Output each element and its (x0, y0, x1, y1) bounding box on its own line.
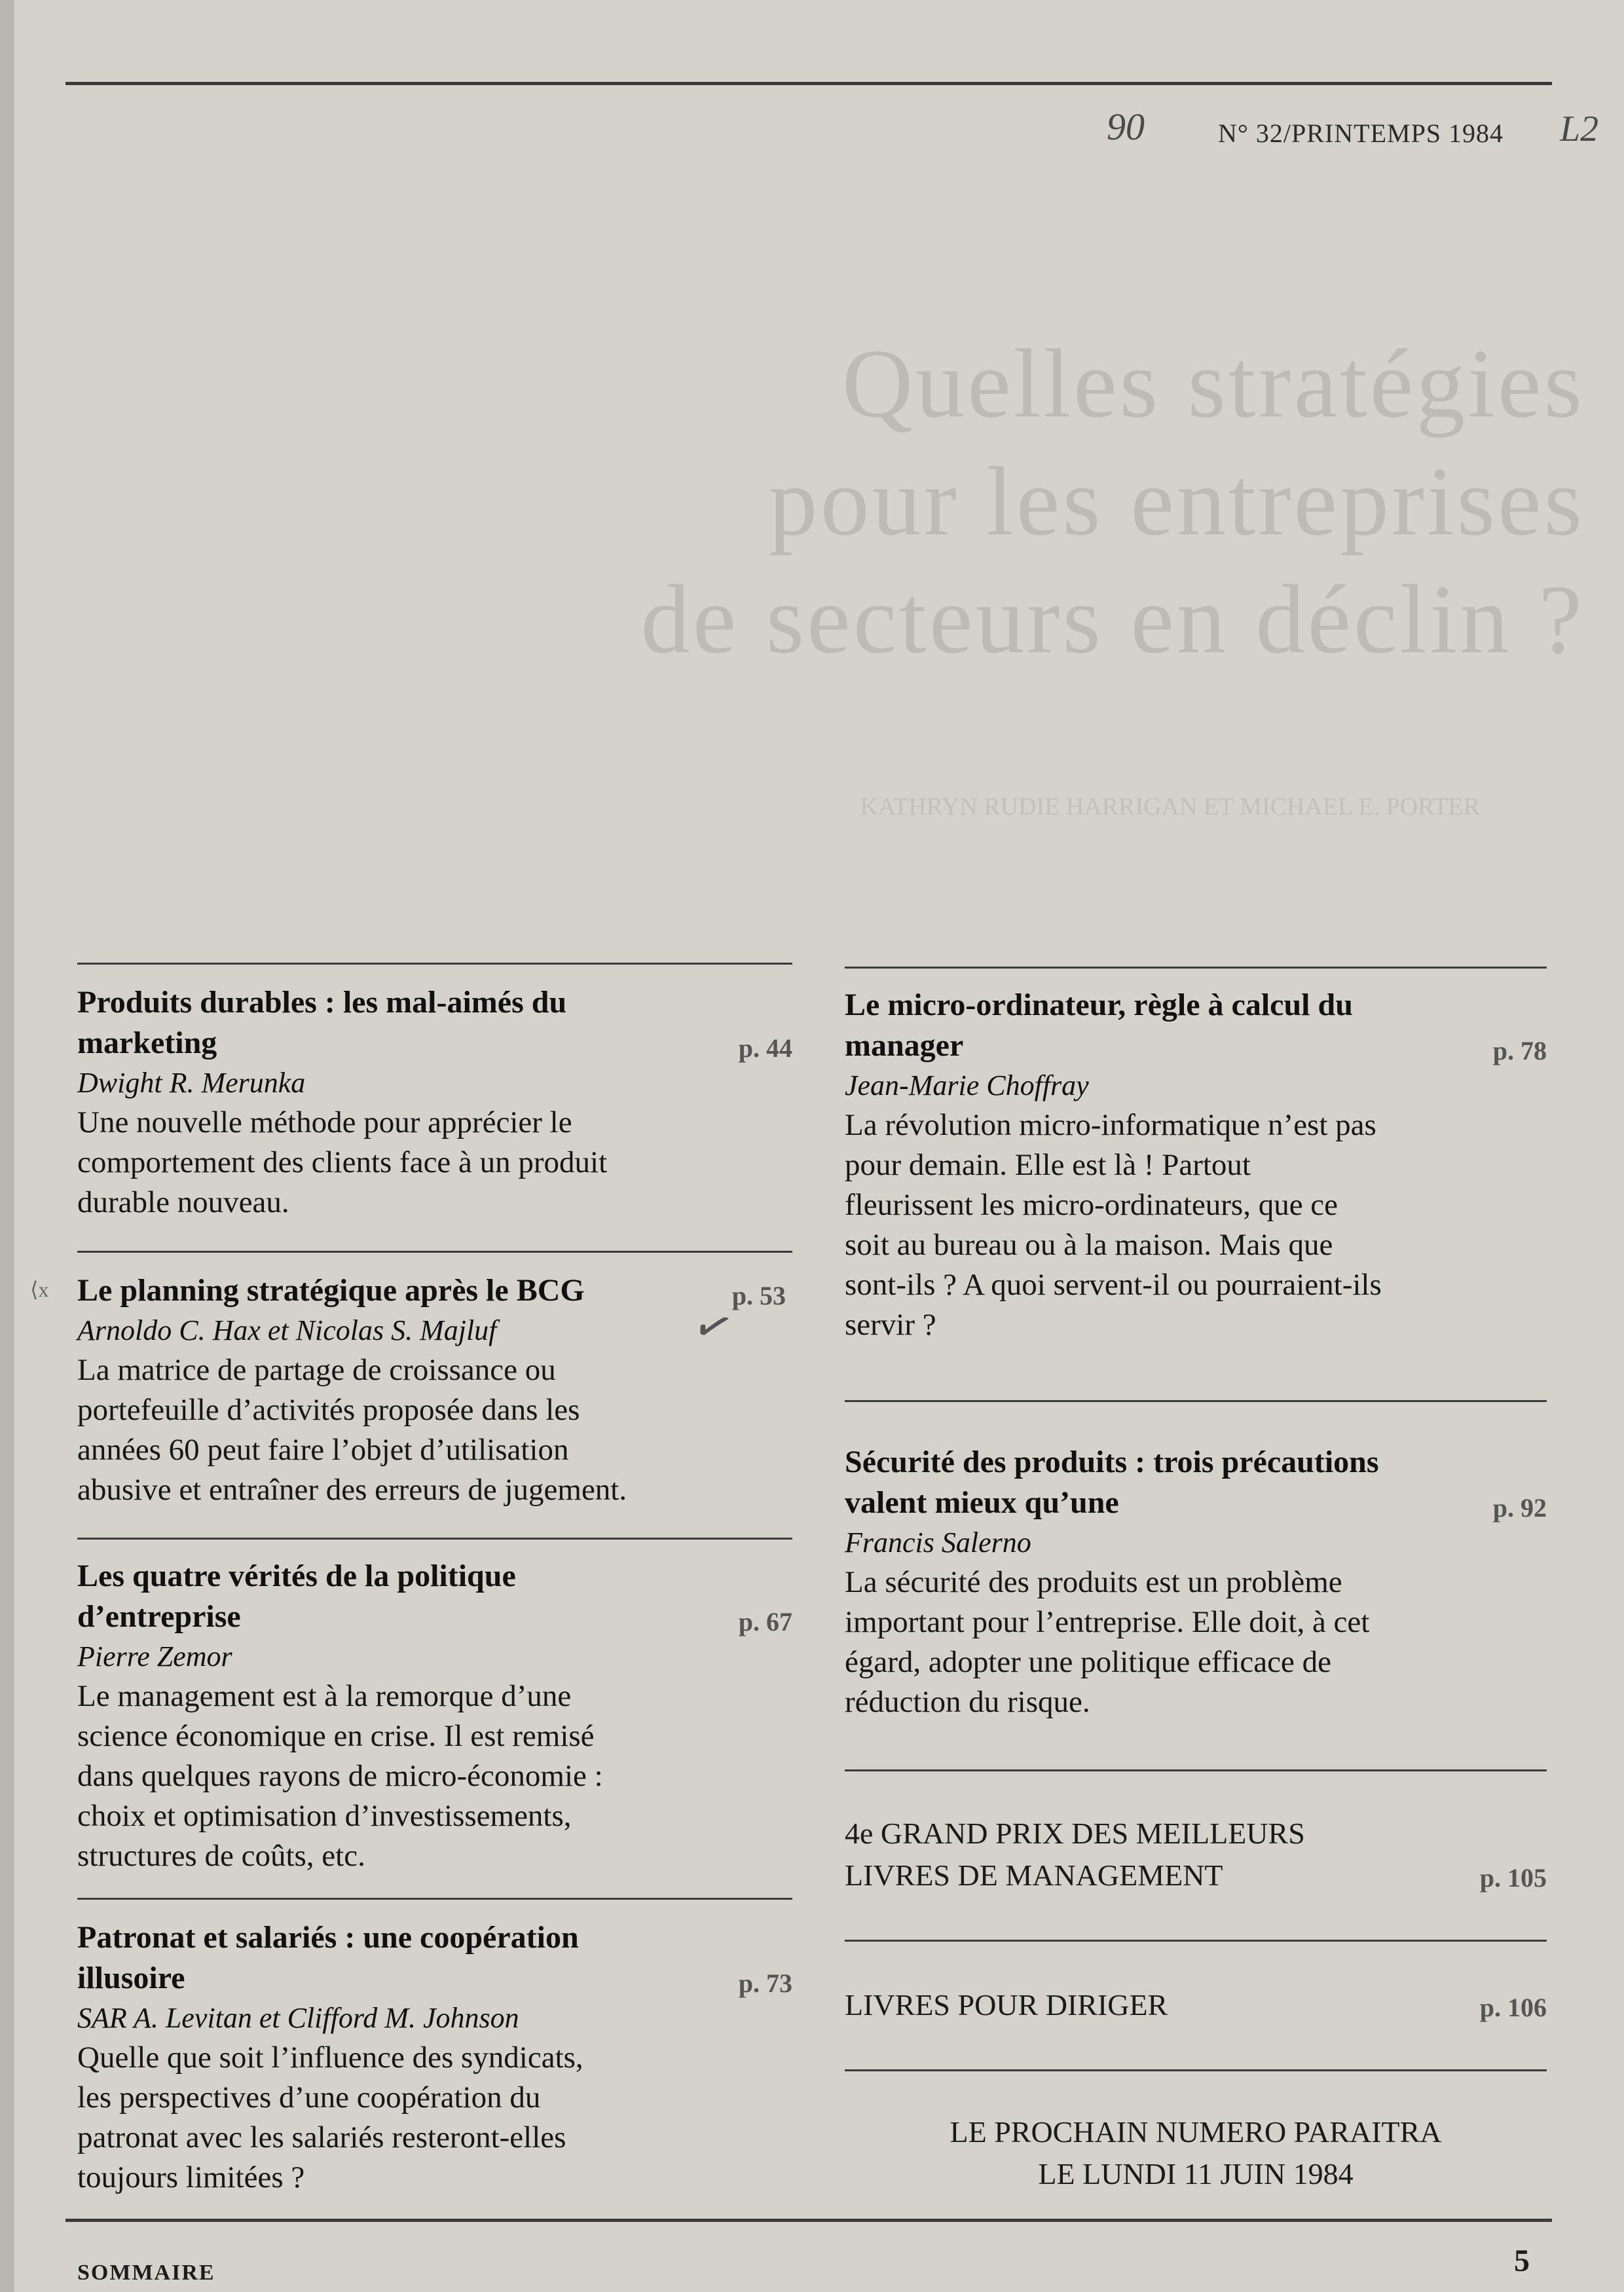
entry-author: Dwight R. Merunka (77, 1067, 306, 1099)
entry-page: p. 92 (1492, 1493, 1547, 1523)
entry-desc-line: choix et optimisation d’investissements, (77, 1799, 572, 1833)
ghost-title-line-1: Quelles stratégies (841, 329, 1585, 438)
entry-desc-line: Le management est à la remorque d’une (77, 1679, 572, 1713)
entry-title: Sécurité des produits : trois précautions (845, 1445, 1379, 1479)
margin-mark-x: ⟨x (30, 1278, 49, 1301)
ghost-title-line-3: de secteurs en déclin ? (640, 565, 1585, 674)
entry-desc-line: années 60 peut faire l’objet d’utilisation (77, 1433, 569, 1467)
entry-title: Les quatre vérités de la politique (77, 1559, 516, 1593)
entry-title: Patronat et salariés : une coopération (77, 1920, 579, 1955)
entry-desc-line: les perspectives d’une coopération du (77, 2080, 541, 2115)
handwritten-note-left: 90 (1107, 105, 1145, 148)
footer-section-label: SOMMAIRE (77, 2261, 215, 2285)
toc-entry-livres-pour-diriger[interactable] (845, 1984, 1547, 2026)
toc-entry-quatre-verites[interactable] (77, 1556, 792, 1876)
entry-desc-line: La révolution micro-informatique n’est pas (845, 1108, 1376, 1142)
entry-desc-line: important pour l’entreprise. Elle doit, à cet (845, 1605, 1370, 1639)
next-issue-line-1: LE PROCHAIN NUMERO PARAITRA (950, 2115, 1442, 2149)
entry-page: p. 44 (738, 1033, 792, 1063)
toc-entry-grand-prix[interactable] (845, 1813, 1547, 1896)
entry-title-cont: manager (845, 1028, 964, 1063)
toc-entry-micro-ordinateur[interactable] (845, 985, 1547, 1345)
entry-desc-line: patronat avec les salariés resteront-elles (77, 2120, 566, 2154)
left-divider-2 (77, 1251, 792, 1253)
entry-page: p. 53 (731, 1281, 786, 1310)
right-divider-5 (845, 2069, 1547, 2071)
entry-desc-line: science économique en crise. Il est remisé (77, 1719, 595, 1753)
entry-title: Produits durables : les mal-aimés du (77, 985, 567, 1020)
entry-page: p. 106 (1479, 1993, 1547, 2022)
entry-author: SAR A. Levitan et Clifford M. Johnson (77, 2002, 519, 2034)
entry-desc-line: abusive et entraîner des erreurs de jugement. (77, 1473, 627, 1507)
toc-entry-planning-strategique[interactable] (77, 1270, 792, 1510)
entry-page: p. 105 (1479, 1863, 1547, 1893)
entry-title: Le micro-ordinateur, règle à calcul du (845, 988, 1353, 1022)
entry-author: Francis Salerno (845, 1526, 1031, 1559)
right-divider-3 (845, 1769, 1547, 1771)
entry-title-cont: valent mieux qu’une (845, 1485, 1119, 1520)
entry-desc-line: comportement des clients face à un produit (77, 1145, 608, 1179)
entry-page: p. 78 (1492, 1036, 1547, 1065)
entry-page: p. 67 (738, 1607, 792, 1636)
top-rule (65, 82, 1552, 85)
entry-title-cont: d’entreprise (77, 1599, 241, 1634)
entry-desc-line: La matrice de partage de croissance ou (77, 1353, 556, 1387)
bottom-rule (65, 2219, 1552, 2222)
next-issue-line-2: LE LUNDI 11 JUIN 1984 (1038, 2157, 1354, 2190)
toc-entry-produits-durables[interactable] (77, 982, 792, 1223)
entry-desc-line: structures de coûts, etc. (77, 1839, 365, 1873)
grand-prix-line-2: LIVRES DE MANAGEMENT (845, 1858, 1223, 1892)
page-edge (0, 0, 14, 2292)
ghost-byline: KATHRYN RUDIE HARRIGAN ET MICHAEL E. PORTER (860, 793, 1480, 821)
entry-title-cont: marketing (77, 1026, 217, 1060)
entry-desc-line: pour demain. Elle est là ! Partout (845, 1148, 1251, 1182)
entry-desc-line: servir ? (845, 1308, 936, 1342)
left-divider-1 (77, 963, 792, 965)
page-number: 5 (1514, 2244, 1530, 2278)
entry-desc-line: toujours limitées ? (77, 2160, 305, 2194)
entry-desc-line: réduction du risque. (845, 1685, 1090, 1719)
entry-desc-line: La sécurité des produits est un problème (845, 1565, 1342, 1599)
left-divider-4 (77, 1898, 792, 1900)
entry-page: p. 73 (738, 1969, 792, 1998)
right-divider-4 (845, 1940, 1547, 1942)
handwritten-note-right: L2 (1560, 109, 1599, 149)
entry-desc-line: fleurissent les micro-ordinateurs, que ce (845, 1188, 1338, 1222)
entry-desc-line: sont-ils ? A quoi servent-il ou pourraient-ils (845, 1268, 1382, 1302)
toc-entry-securite-produits[interactable] (845, 1442, 1547, 1722)
grand-prix-line-1: 4e GRAND PRIX DES MEILLEURS (845, 1817, 1305, 1850)
entry-desc-line: Une nouvelle méthode pour apprécier le (77, 1105, 572, 1139)
next-issue-notice (845, 2111, 1547, 2195)
entry-author: Arnoldo C. Hax et Nicolas S. Majluf (77, 1314, 497, 1346)
left-divider-3 (77, 1538, 792, 1540)
ghost-title-line-2: pour les entreprises (768, 447, 1585, 556)
livres-label: LIVRES POUR DIRIGER (845, 1988, 1168, 2022)
entry-desc-line: portefeuille d’activités proposée dans les (77, 1393, 580, 1427)
entry-title-cont: illusoire (77, 1961, 185, 1995)
check-mark: ✓ (686, 1297, 740, 1358)
entry-desc-line: soit au bureau ou à la maison. Mais que (845, 1228, 1333, 1262)
entry-title: Le planning stratégique après le BCG (77, 1273, 585, 1308)
entry-desc-line: dans quelques rayons de micro-économie : (77, 1759, 603, 1793)
entry-desc-line: égard, adopter une politique efficace de (845, 1645, 1331, 1679)
entry-desc-line: durable nouveau. (77, 1185, 289, 1219)
entry-author: Jean-Marie Choffray (845, 1069, 1089, 1101)
entry-author: Pierre Zemor (77, 1640, 232, 1673)
toc-entry-patronat-salaries[interactable] (77, 1917, 792, 2198)
right-divider-2 (845, 1400, 1547, 1402)
right-divider-1 (845, 967, 1547, 969)
issue-header: N° 32/PRINTEMPS 1984 (1218, 119, 1504, 148)
entry-desc-line: Quelle que soit l’influence des syndicats, (77, 2041, 583, 2075)
